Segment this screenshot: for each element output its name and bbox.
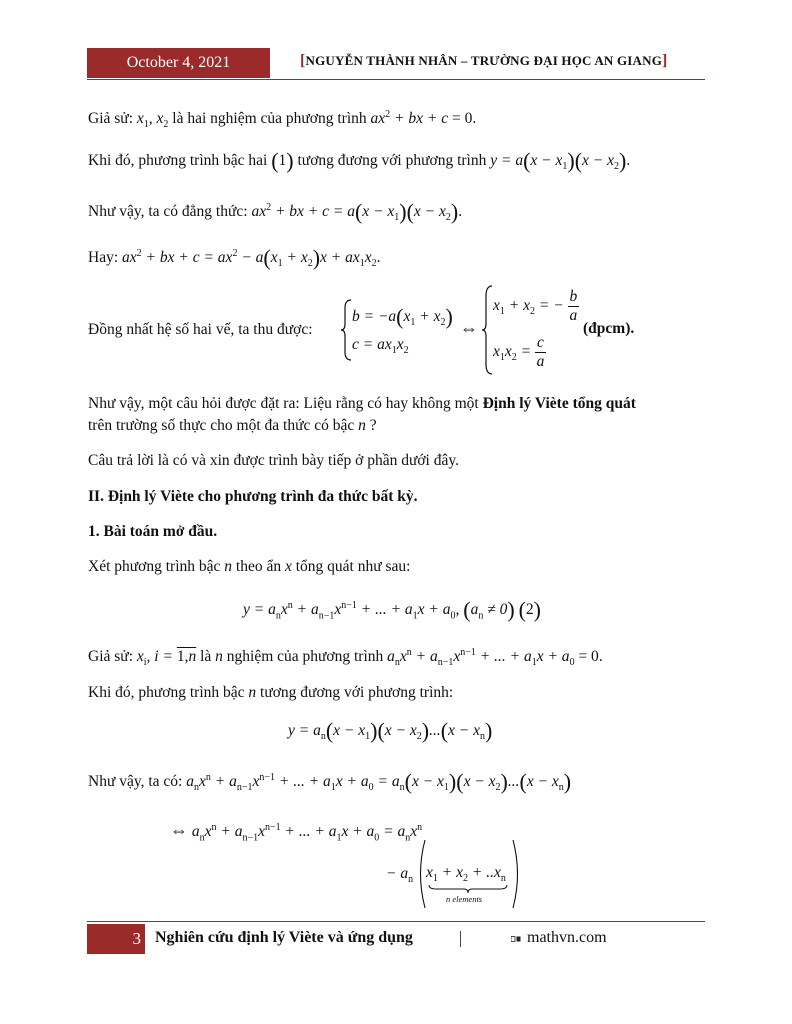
math-x: x [284, 558, 292, 575]
underbrace-icon [428, 884, 508, 894]
system-left [340, 298, 460, 362]
text-span: Như vậy, ta có: [88, 773, 187, 791]
eq-number: 1 [278, 152, 287, 169]
text-span: tổng quát như sau: [291, 558, 411, 575]
header-title: NGUYỄN THÀNH NHÂN – TRƯỜNG ĐẠI HỌC AN GIANG [305, 53, 663, 68]
paragraph-expanded: Hay: $ax^2$ + bx + $c = ax^2 - a(x_1 + x_2)x + ax_1x_2$. [88, 245, 381, 271]
text-span: Khi đó, phương trình bậc [88, 684, 249, 701]
math-b-equation: $b = -a(x_1 + x_2)$ [352, 304, 453, 329]
text-span: Câu trả lời là có và xin được trình bày tiếp ở phần dưới đây. [88, 452, 459, 469]
text-span: Khi đó, phương trình bậc hai [88, 152, 272, 169]
eq-number: 2 [525, 601, 534, 619]
text-span: Đồng nhất hệ số hai vế, ta thu được: [88, 321, 313, 338]
math-identity: $ax^2$ + bx + $c = a(x - x_1)(x - x_2)$ [251, 199, 459, 225]
header-bracket-right: ] [662, 52, 668, 69]
math-n: n [248, 684, 257, 701]
underbrace-label: n elements [446, 894, 483, 904]
math-factored: $y = a(x - x_1)(x - x_2)$ [490, 148, 627, 173]
text-span: Như vậy, ta có đẳng thức: [88, 203, 252, 221]
math-general-polynomial: $y = a_nx^n + a_{n-1}x^{n-1}$ + ... + $a_1x + a_0$, $(a_n \ne 0)$ (2) [243, 597, 541, 623]
paragraph-consider [88, 557, 410, 577]
equivalence-arrow-icon: ⇔ [170, 820, 188, 841]
math-n: n [358, 417, 366, 434]
text-span: Giả sử: [88, 648, 137, 666]
paragraph-assume-roots: Giả sử: $x_1$, $x_2$ là hai nghiệm của phương trình $ax^2$ + bx + c = 0. [88, 109, 477, 131]
text-span: Xét phương trình bậc [88, 558, 225, 575]
text-span: tương đương với phương trình [297, 152, 491, 169]
math-product-roots: $x_1x_2$ = $\frac{c}{a}$ [493, 334, 545, 370]
equivalence-arrow-icon: ⇔ [460, 318, 478, 338]
footer-site: mathvn.com [527, 929, 607, 946]
system-right [481, 284, 581, 376]
text-span: ? [365, 417, 377, 434]
header-title-block [300, 52, 668, 70]
paragraph-identity: Như vậy, ta có đẳng thức: $ax^2$ + bx + $c = a(x - x_1)(x - x_2)$. [88, 199, 463, 225]
text-span: Hay: [88, 249, 123, 267]
header-bracket-left: [ [300, 52, 306, 69]
math-factored-n: $y = a_n(x - x_1)(x - x_2)...(x - x_n)$ [288, 718, 493, 743]
math-identity-n: $a_nx^n + a_{n-1}x^{n-1}$ + ... + $a_1x + a_0 = a_n(x - x_1)(x - x_2)...(x - x_n)$ [186, 769, 572, 795]
site-logo-icon [511, 936, 521, 942]
paragraph-answer [88, 451, 459, 471]
text-span-bold: Định lý Viète tổng quát [482, 395, 636, 412]
math-root-sum: $x_1 + x_2 + ..x_n$ [426, 864, 506, 885]
math-eq-ref-1: (1) [271, 148, 294, 173]
text-span: là [200, 648, 216, 666]
text-span: Giả sử: [88, 110, 137, 128]
math-quadratic: $ax^2$ + bx + c = 0 [370, 109, 473, 128]
math-c-equation: $c = ax_1x_2$ [352, 336, 409, 357]
text-span: nghiệm của phương trình [222, 648, 388, 666]
qed-label: (đpcm). [583, 320, 635, 337]
math-expanded: $ax^2$ + bx + $c = ax^2 - a(x_1 + x_2)x + ax_1x_2$ [122, 245, 377, 271]
footer-page-number: 3 [87, 924, 145, 954]
header-divider [87, 79, 705, 80]
math-n: n [215, 648, 223, 666]
paragraph-question-cont [88, 416, 377, 436]
math-n: n [224, 558, 233, 575]
text-span: Như vậy, một câu hỏi được đặt ra: Liệu rằng có hay không một [88, 395, 483, 412]
math-roots: $x_1$, $x_2$ [136, 110, 169, 131]
text-span: là hai nghiệm của phương trình [172, 110, 371, 128]
header-date: October 4, 2021 [87, 48, 270, 78]
paragraph-thus [88, 768, 571, 798]
paragraph-question [88, 394, 636, 414]
text-span: tương đương với phương trình: [256, 684, 454, 701]
footer-title: Nghiên cứu định lý Viète và ứng dụng [155, 929, 413, 946]
math-equiv-step: ⇔ $a_nx^n + a_{n-1}x^{n-1}$ + ... + $a_1x + a_0 = a_nx^n$ [170, 820, 423, 844]
text-span: trên trường số thực cho một đa thức có bậc [88, 417, 359, 434]
math-minus-an: − $a_n$ [386, 865, 414, 886]
math-sum-term [386, 838, 526, 910]
footer-separator [460, 931, 461, 947]
footer-divider [87, 921, 705, 922]
text-span: (đpcm) [583, 320, 631, 337]
math-poly-equation: $a_nx^n + a_{n-1}x^{n-1}$ + ... + $a_1x + a_0 = 0$ [387, 647, 599, 669]
paragraph-equivalent-n [88, 683, 453, 703]
paragraph-equivalent: Khi đó, phương trình bậc hai (1) tương đương với phương trình $y = a(x - x_1)(x - x_2)$. [88, 148, 631, 173]
text-span: theo ẩn [232, 558, 285, 575]
subsection-heading: 1. Bài toán mở đầu. [88, 523, 218, 540]
paragraph-coefficients [88, 320, 313, 340]
paragraph-assume-n-roots: Giả sử: $x_i$, $i = 1,\overline{n}$ là n nghiệm của phương trình $a_nx^n + a_{n-1}x^{n-1}$ + ... + $a_1x + a_0 = 0$. [88, 647, 603, 669]
right-paren-icon [510, 838, 524, 910]
math-root-index: $x_i$, $i = 1,\overline{n}$ [136, 648, 197, 669]
section-heading: II. Định lý Viète cho phương trình đa thức bất kỳ. [88, 488, 418, 505]
math-sum-roots: $x_1 + x_2$ = − $\frac{b}{a}$ [493, 288, 578, 324]
